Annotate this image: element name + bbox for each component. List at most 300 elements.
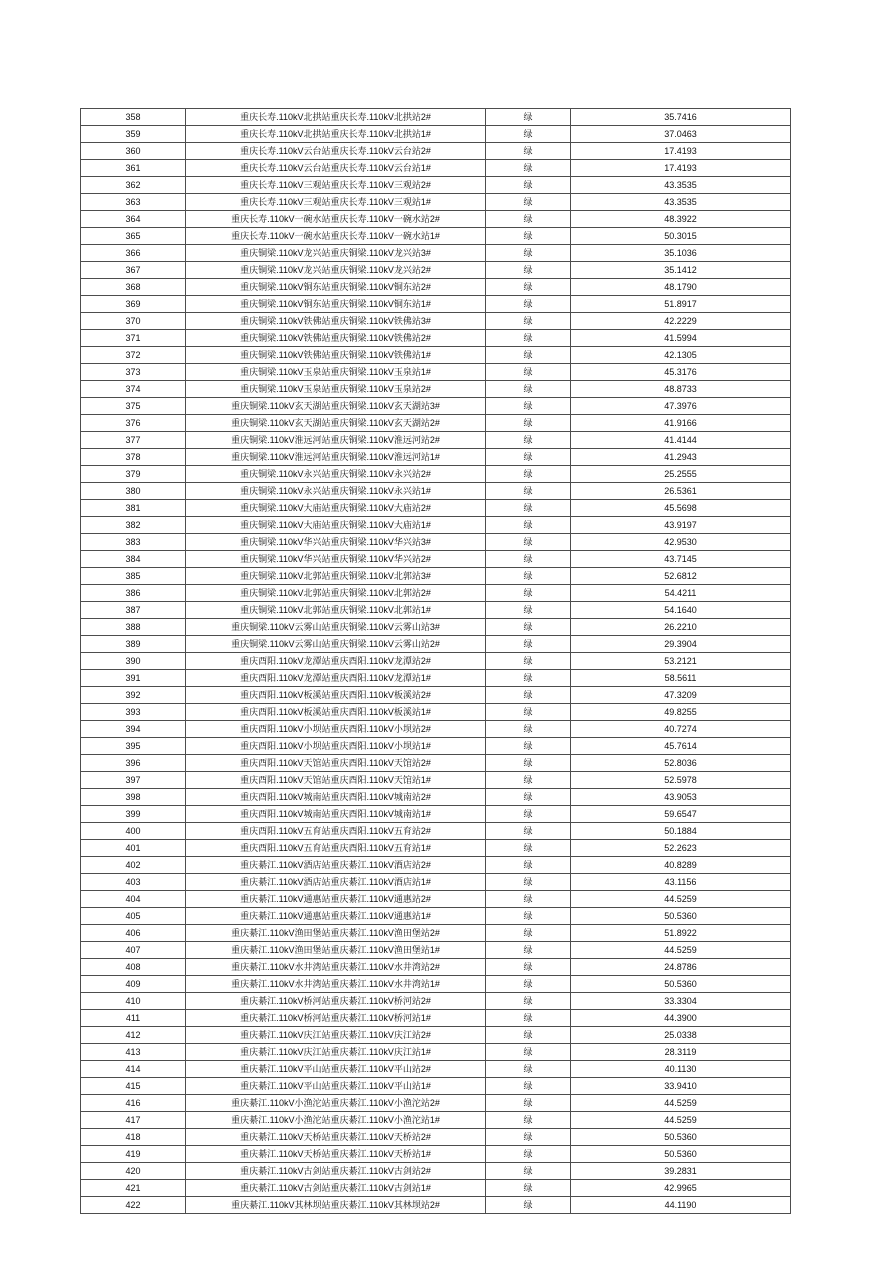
table-row <box>81 1027 791 1044</box>
status-cell: 绿 <box>486 1044 571 1061</box>
transformer-name-cell: 重庆酉阳.110kV龙潭站重庆酉阳.110kV龙潭站1# <box>186 670 486 687</box>
transformer-name-cell: 重庆綦江.110kV古剑站重庆綦江.110kV古剑站2# <box>186 1163 486 1180</box>
load-rate-cell: 42.2229 <box>571 313 791 330</box>
status-cell: 绿 <box>486 228 571 245</box>
table-row <box>81 721 791 738</box>
status-cell: 绿 <box>486 806 571 823</box>
transformer-name-cell: 重庆铜梁.110kV铜东站重庆铜梁.110kV铜东站2# <box>186 279 486 296</box>
table-row <box>81 551 791 568</box>
table-row <box>81 381 791 398</box>
row-number-cell: 403 <box>81 874 186 891</box>
status-cell: 绿 <box>486 619 571 636</box>
load-rate-cell: 49.8255 <box>571 704 791 721</box>
transformer-name-cell: 重庆酉阳.110kV城南站重庆酉阳.110kV城南站1# <box>186 806 486 823</box>
table-row <box>81 1078 791 1095</box>
table-row <box>81 296 791 313</box>
row-number-cell: 361 <box>81 160 186 177</box>
status-cell: 绿 <box>486 568 571 585</box>
status-cell: 绿 <box>486 1027 571 1044</box>
status-cell: 绿 <box>486 704 571 721</box>
table-row <box>81 942 791 959</box>
status-cell: 绿 <box>486 432 571 449</box>
load-rate-cell: 25.2555 <box>571 466 791 483</box>
status-cell: 绿 <box>486 330 571 347</box>
load-rate-cell: 43.3535 <box>571 194 791 211</box>
status-cell: 绿 <box>486 109 571 126</box>
table-row <box>81 279 791 296</box>
status-cell: 绿 <box>486 959 571 976</box>
status-cell: 绿 <box>486 211 571 228</box>
status-cell: 绿 <box>486 857 571 874</box>
table-row <box>81 109 791 126</box>
load-rate-cell: 44.5259 <box>571 1095 791 1112</box>
table-row <box>81 1163 791 1180</box>
load-rate-cell: 51.8917 <box>571 296 791 313</box>
load-rate-cell: 47.3209 <box>571 687 791 704</box>
transformer-name-cell: 重庆綦江.110kV渔田堡站重庆綦江.110kV渔田堡站2# <box>186 925 486 942</box>
load-rate-cell: 53.2121 <box>571 653 791 670</box>
row-number-cell: 384 <box>81 551 186 568</box>
status-cell: 绿 <box>486 466 571 483</box>
status-cell: 绿 <box>486 823 571 840</box>
status-cell: 绿 <box>486 500 571 517</box>
table-row <box>81 891 791 908</box>
load-rate-cell: 17.4193 <box>571 143 791 160</box>
status-cell: 绿 <box>486 755 571 772</box>
transformer-name-cell: 重庆綦江.110kV通惠站重庆綦江.110kV通惠站2# <box>186 891 486 908</box>
row-number-cell: 359 <box>81 126 186 143</box>
row-number-cell: 366 <box>81 245 186 262</box>
transformer-name-cell: 重庆綦江.110kV其林坝站重庆綦江.110kV其林坝站2# <box>186 1197 486 1214</box>
load-rate-cell: 26.5361 <box>571 483 791 500</box>
load-rate-cell: 48.1790 <box>571 279 791 296</box>
table-row <box>81 568 791 585</box>
transformer-name-cell: 重庆綦江.110kV酒店站重庆綦江.110kV酒店站2# <box>186 857 486 874</box>
load-rate-cell: 40.1130 <box>571 1061 791 1078</box>
table-row <box>81 976 791 993</box>
table-row <box>81 313 791 330</box>
table-row <box>81 160 791 177</box>
transformer-name-cell: 重庆铜梁.110kV玄天湖站重庆铜梁.110kV玄天湖站3# <box>186 398 486 415</box>
status-cell: 绿 <box>486 891 571 908</box>
row-number-cell: 371 <box>81 330 186 347</box>
status-cell: 绿 <box>486 942 571 959</box>
load-rate-cell: 50.5360 <box>571 976 791 993</box>
status-cell: 绿 <box>486 262 571 279</box>
row-number-cell: 422 <box>81 1197 186 1214</box>
transformer-name-cell: 重庆铜梁.110kV大庙站重庆铜梁.110kV大庙站2# <box>186 500 486 517</box>
table-row <box>81 245 791 262</box>
transformer-name-cell: 重庆酉阳.110kV城南站重庆酉阳.110kV城南站2# <box>186 789 486 806</box>
row-number-cell: 369 <box>81 296 186 313</box>
row-number-cell: 390 <box>81 653 186 670</box>
table-row <box>81 347 791 364</box>
transformer-name-cell: 重庆铜梁.110kV北郭站重庆铜梁.110kV北郭站2# <box>186 585 486 602</box>
transformer-name-cell: 重庆酉阳.110kV小坝站重庆酉阳.110kV小坝站1# <box>186 738 486 755</box>
status-cell: 绿 <box>486 908 571 925</box>
load-rate-cell: 58.5611 <box>571 670 791 687</box>
row-number-cell: 419 <box>81 1146 186 1163</box>
table-row <box>81 670 791 687</box>
transformer-name-cell: 重庆铜梁.110kV云雾山站重庆铜梁.110kV云雾山站2# <box>186 636 486 653</box>
transformer-name-cell: 重庆铜梁.110kV铁佛站重庆铜梁.110kV铁佛站2# <box>186 330 486 347</box>
load-rate-cell: 42.9530 <box>571 534 791 551</box>
row-number-cell: 378 <box>81 449 186 466</box>
table-row <box>81 466 791 483</box>
load-rate-cell: 17.4193 <box>571 160 791 177</box>
transformer-name-cell: 重庆铜梁.110kV淮远河站重庆铜梁.110kV淮远河站1# <box>186 449 486 466</box>
row-number-cell: 387 <box>81 602 186 619</box>
load-rate-cell: 35.1412 <box>571 262 791 279</box>
row-number-cell: 412 <box>81 1027 186 1044</box>
transformer-name-cell: 重庆铜梁.110kV玉泉站重庆铜梁.110kV玉泉站2# <box>186 381 486 398</box>
row-number-cell: 388 <box>81 619 186 636</box>
load-rate-cell: 33.3304 <box>571 993 791 1010</box>
load-rate-cell: 44.5259 <box>571 891 791 908</box>
transformer-name-cell: 重庆长寿.110kV三观站重庆长寿.110kV三观站2# <box>186 177 486 194</box>
transformer-name-cell: 重庆长寿.110kV一碗水站重庆长寿.110kV一碗水站2# <box>186 211 486 228</box>
row-number-cell: 383 <box>81 534 186 551</box>
transformer-name-cell: 重庆铜梁.110kV玄天湖站重庆铜梁.110kV玄天湖站2# <box>186 415 486 432</box>
row-number-cell: 379 <box>81 466 186 483</box>
row-number-cell: 368 <box>81 279 186 296</box>
transformer-name-cell: 重庆长寿.110kV云台站重庆长寿.110kV云台站1# <box>186 160 486 177</box>
status-cell: 绿 <box>486 1146 571 1163</box>
table-row <box>81 874 791 891</box>
row-number-cell: 376 <box>81 415 186 432</box>
row-number-cell: 364 <box>81 211 186 228</box>
row-number-cell: 391 <box>81 670 186 687</box>
row-number-cell: 365 <box>81 228 186 245</box>
transformer-name-cell: 重庆铜梁.110kV永兴站重庆铜梁.110kV永兴站1# <box>186 483 486 500</box>
row-number-cell: 411 <box>81 1010 186 1027</box>
status-cell: 绿 <box>486 1180 571 1197</box>
status-cell: 绿 <box>486 279 571 296</box>
load-rate-cell: 50.5360 <box>571 1129 791 1146</box>
table-row <box>81 857 791 874</box>
status-cell: 绿 <box>486 602 571 619</box>
status-cell: 绿 <box>486 840 571 857</box>
status-cell: 绿 <box>486 738 571 755</box>
transformer-name-cell: 重庆酉阳.110kV小坝站重庆酉阳.110kV小坝站2# <box>186 721 486 738</box>
transformer-name-cell: 重庆酉阳.110kV五育站重庆酉阳.110kV五育站2# <box>186 823 486 840</box>
row-number-cell: 372 <box>81 347 186 364</box>
row-number-cell: 415 <box>81 1078 186 1095</box>
status-cell: 绿 <box>486 160 571 177</box>
table-row <box>81 806 791 823</box>
status-cell: 绿 <box>486 772 571 789</box>
row-number-cell: 373 <box>81 364 186 381</box>
transformer-name-cell: 重庆酉阳.110kV板溪站重庆酉阳.110kV板溪站1# <box>186 704 486 721</box>
status-cell: 绿 <box>486 364 571 381</box>
table-row <box>81 840 791 857</box>
load-rate-cell: 24.8786 <box>571 959 791 976</box>
load-rate-cell: 41.9166 <box>571 415 791 432</box>
status-cell: 绿 <box>486 670 571 687</box>
transformer-name-cell: 重庆铜梁.110kV龙兴站重庆铜梁.110kV龙兴站3# <box>186 245 486 262</box>
row-number-cell: 396 <box>81 755 186 772</box>
table-row <box>81 908 791 925</box>
load-rate-cell: 41.4144 <box>571 432 791 449</box>
load-rate-cell: 41.5994 <box>571 330 791 347</box>
load-rate-cell: 43.7145 <box>571 551 791 568</box>
row-number-cell: 402 <box>81 857 186 874</box>
row-number-cell: 410 <box>81 993 186 1010</box>
transformer-name-cell: 重庆綦江.110kV天桥站重庆綦江.110kV天桥站2# <box>186 1129 486 1146</box>
table-row <box>81 823 791 840</box>
transformer-name-cell: 重庆铜梁.110kV大庙站重庆铜梁.110kV大庙站1# <box>186 517 486 534</box>
row-number-cell: 413 <box>81 1044 186 1061</box>
load-rate-cell: 43.1156 <box>571 874 791 891</box>
table-row <box>81 1044 791 1061</box>
table-row <box>81 738 791 755</box>
row-number-cell: 374 <box>81 381 186 398</box>
table-row <box>81 602 791 619</box>
status-cell: 绿 <box>486 194 571 211</box>
table-row <box>81 177 791 194</box>
row-number-cell: 416 <box>81 1095 186 1112</box>
status-cell: 绿 <box>486 653 571 670</box>
load-rate-cell: 50.3015 <box>571 228 791 245</box>
table-row <box>81 330 791 347</box>
status-cell: 绿 <box>486 245 571 262</box>
row-number-cell: 409 <box>81 976 186 993</box>
table-row <box>81 585 791 602</box>
table-row <box>81 1061 791 1078</box>
status-cell: 绿 <box>486 143 571 160</box>
table-row <box>81 449 791 466</box>
load-rate-cell: 54.4211 <box>571 585 791 602</box>
table-row <box>81 653 791 670</box>
load-rate-cell: 39.2831 <box>571 1163 791 1180</box>
transformer-name-cell: 重庆长寿.110kV云台站重庆长寿.110kV云台站2# <box>186 143 486 160</box>
row-number-cell: 375 <box>81 398 186 415</box>
row-number-cell: 418 <box>81 1129 186 1146</box>
row-number-cell: 385 <box>81 568 186 585</box>
transformer-name-cell: 重庆铜梁.110kV铁佛站重庆铜梁.110kV铁佛站1# <box>186 347 486 364</box>
row-number-cell: 406 <box>81 925 186 942</box>
row-number-cell: 401 <box>81 840 186 857</box>
transformer-name-cell: 重庆綦江.110kV小渔沱站重庆綦江.110kV小渔沱站1# <box>186 1112 486 1129</box>
row-number-cell: 414 <box>81 1061 186 1078</box>
transformer-name-cell: 重庆酉阳.110kV龙潭站重庆酉阳.110kV龙潭站2# <box>186 653 486 670</box>
load-rate-cell: 28.3119 <box>571 1044 791 1061</box>
load-rate-cell: 25.0338 <box>571 1027 791 1044</box>
load-rate-cell: 40.8289 <box>571 857 791 874</box>
row-number-cell: 358 <box>81 109 186 126</box>
load-rate-cell: 37.0463 <box>571 126 791 143</box>
table-row <box>81 194 791 211</box>
row-number-cell: 404 <box>81 891 186 908</box>
row-number-cell: 389 <box>81 636 186 653</box>
status-cell: 绿 <box>486 1129 571 1146</box>
transformer-name-cell: 重庆綦江.110kV平山站重庆綦江.110kV平山站2# <box>186 1061 486 1078</box>
transformer-name-cell: 重庆綦江.110kV小渔沱站重庆綦江.110kV小渔沱站2# <box>186 1095 486 1112</box>
transformer-name-cell: 重庆酉阳.110kV天馆站重庆酉阳.110kV天馆站2# <box>186 755 486 772</box>
row-number-cell: 405 <box>81 908 186 925</box>
load-rate-cell: 42.1305 <box>571 347 791 364</box>
row-number-cell: 394 <box>81 721 186 738</box>
table-row <box>81 687 791 704</box>
row-number-cell: 399 <box>81 806 186 823</box>
load-rate-cell: 44.5259 <box>571 1112 791 1129</box>
row-number-cell: 386 <box>81 585 186 602</box>
status-cell: 绿 <box>486 1112 571 1129</box>
transformer-name-cell: 重庆綦江.110kV古剑站重庆綦江.110kV古剑站1# <box>186 1180 486 1197</box>
load-rate-cell: 52.6812 <box>571 568 791 585</box>
table-row <box>81 1146 791 1163</box>
load-rate-cell: 45.3176 <box>571 364 791 381</box>
table-row <box>81 500 791 517</box>
table-row <box>81 398 791 415</box>
transformer-name-cell: 重庆綦江.110kV平山站重庆綦江.110kV平山站1# <box>186 1078 486 1095</box>
table-row <box>81 619 791 636</box>
row-number-cell: 417 <box>81 1112 186 1129</box>
load-rate-cell: 33.9410 <box>571 1078 791 1095</box>
status-cell: 绿 <box>486 381 571 398</box>
load-rate-cell: 29.3904 <box>571 636 791 653</box>
load-rate-cell: 42.9965 <box>571 1180 791 1197</box>
table-row <box>81 993 791 1010</box>
transformer-name-cell: 重庆綦江.110kV水井湾站重庆綦江.110kV水井湾站1# <box>186 976 486 993</box>
row-number-cell: 398 <box>81 789 186 806</box>
transformer-name-cell: 重庆铜梁.110kV铁佛站重庆铜梁.110kV铁佛站3# <box>186 313 486 330</box>
transformer-name-cell: 重庆綦江.110kV天桥站重庆綦江.110kV天桥站1# <box>186 1146 486 1163</box>
status-cell: 绿 <box>486 449 571 466</box>
load-rate-cell: 43.3535 <box>571 177 791 194</box>
table-row <box>81 534 791 551</box>
load-rate-cell: 26.2210 <box>571 619 791 636</box>
load-rate-cell: 43.9053 <box>571 789 791 806</box>
table-row <box>81 415 791 432</box>
transformer-name-cell: 重庆长寿.110kV一碗水站重庆长寿.110kV一碗水站1# <box>186 228 486 245</box>
status-cell: 绿 <box>486 551 571 568</box>
status-cell: 绿 <box>486 925 571 942</box>
load-rate-cell: 48.3922 <box>571 211 791 228</box>
substation-load-table <box>80 108 791 1214</box>
status-cell: 绿 <box>486 1197 571 1214</box>
load-rate-cell: 40.7274 <box>571 721 791 738</box>
status-cell: 绿 <box>486 126 571 143</box>
transformer-name-cell: 重庆铜梁.110kV云雾山站重庆铜梁.110kV云雾山站3# <box>186 619 486 636</box>
load-rate-cell: 35.7416 <box>571 109 791 126</box>
table-row <box>81 789 791 806</box>
table-row <box>81 704 791 721</box>
load-rate-cell: 52.5978 <box>571 772 791 789</box>
table-row <box>81 364 791 381</box>
load-rate-cell: 35.1036 <box>571 245 791 262</box>
status-cell: 绿 <box>486 415 571 432</box>
status-cell: 绿 <box>486 534 571 551</box>
table-row <box>81 262 791 279</box>
transformer-name-cell: 重庆綦江.110kV庆江站重庆綦江.110kV庆江站2# <box>186 1027 486 1044</box>
load-rate-cell: 44.1190 <box>571 1197 791 1214</box>
status-cell: 绿 <box>486 993 571 1010</box>
table-row <box>81 483 791 500</box>
table-row <box>81 755 791 772</box>
transformer-name-cell: 重庆长寿.110kV北拱站重庆长寿.110kV北拱站1# <box>186 126 486 143</box>
table-row <box>81 228 791 245</box>
table-row <box>81 1095 791 1112</box>
table-row <box>81 959 791 976</box>
load-rate-cell: 50.5360 <box>571 1146 791 1163</box>
load-rate-cell: 59.6547 <box>571 806 791 823</box>
transformer-name-cell: 重庆綦江.110kV酒店站重庆綦江.110kV酒店站1# <box>186 874 486 891</box>
load-rate-cell: 52.2623 <box>571 840 791 857</box>
row-number-cell: 362 <box>81 177 186 194</box>
transformer-name-cell: 重庆綦江.110kV桥河站重庆綦江.110kV桥河站1# <box>186 1010 486 1027</box>
row-number-cell: 367 <box>81 262 186 279</box>
table-row <box>81 126 791 143</box>
status-cell: 绿 <box>486 483 571 500</box>
row-number-cell: 397 <box>81 772 186 789</box>
table-row <box>81 143 791 160</box>
load-rate-cell: 44.3900 <box>571 1010 791 1027</box>
transformer-name-cell: 重庆酉阳.110kV五育站重庆酉阳.110kV五育站1# <box>186 840 486 857</box>
row-number-cell: 400 <box>81 823 186 840</box>
status-cell: 绿 <box>486 347 571 364</box>
transformer-name-cell: 重庆綦江.110kV水井湾站重庆綦江.110kV水井湾站2# <box>186 959 486 976</box>
row-number-cell: 421 <box>81 1180 186 1197</box>
load-rate-cell: 50.1884 <box>571 823 791 840</box>
row-number-cell: 370 <box>81 313 186 330</box>
status-cell: 绿 <box>486 1163 571 1180</box>
table-body <box>81 109 791 1214</box>
status-cell: 绿 <box>486 721 571 738</box>
status-cell: 绿 <box>486 789 571 806</box>
table-row <box>81 1197 791 1214</box>
transformer-name-cell: 重庆铜梁.110kV龙兴站重庆铜梁.110kV龙兴站2# <box>186 262 486 279</box>
table-row <box>81 772 791 789</box>
table-row <box>81 1180 791 1197</box>
status-cell: 绿 <box>486 313 571 330</box>
status-cell: 绿 <box>486 636 571 653</box>
status-cell: 绿 <box>486 398 571 415</box>
row-number-cell: 393 <box>81 704 186 721</box>
transformer-name-cell: 重庆铜梁.110kV玉泉站重庆铜梁.110kV玉泉站1# <box>186 364 486 381</box>
status-cell: 绿 <box>486 177 571 194</box>
row-number-cell: 377 <box>81 432 186 449</box>
row-number-cell: 420 <box>81 1163 186 1180</box>
row-number-cell: 363 <box>81 194 186 211</box>
load-rate-cell: 48.8733 <box>571 381 791 398</box>
transformer-name-cell: 重庆铜梁.110kV北郭站重庆铜梁.110kV北郭站1# <box>186 602 486 619</box>
transformer-name-cell: 重庆綦江.110kV渔田堡站重庆綦江.110kV渔田堡站1# <box>186 942 486 959</box>
transformer-name-cell: 重庆綦江.110kV桥河站重庆綦江.110kV桥河站2# <box>186 993 486 1010</box>
status-cell: 绿 <box>486 296 571 313</box>
row-number-cell: 407 <box>81 942 186 959</box>
load-rate-cell: 52.8036 <box>571 755 791 772</box>
status-cell: 绿 <box>486 874 571 891</box>
table-row <box>81 925 791 942</box>
status-cell: 绿 <box>486 517 571 534</box>
status-cell: 绿 <box>486 1095 571 1112</box>
table-row <box>81 1129 791 1146</box>
row-number-cell: 392 <box>81 687 186 704</box>
table-row <box>81 432 791 449</box>
status-cell: 绿 <box>486 585 571 602</box>
status-cell: 绿 <box>486 1078 571 1095</box>
row-number-cell: 360 <box>81 143 186 160</box>
transformer-name-cell: 重庆酉阳.110kV天馆站重庆酉阳.110kV天馆站1# <box>186 772 486 789</box>
transformer-name-cell: 重庆綦江.110kV通惠站重庆綦江.110kV通惠站1# <box>186 908 486 925</box>
row-number-cell: 381 <box>81 500 186 517</box>
status-cell: 绿 <box>486 1010 571 1027</box>
load-rate-cell: 51.8922 <box>571 925 791 942</box>
load-rate-cell: 43.9197 <box>571 517 791 534</box>
load-rate-cell: 50.5360 <box>571 908 791 925</box>
transformer-name-cell: 重庆铜梁.110kV永兴站重庆铜梁.110kV永兴站2# <box>186 466 486 483</box>
